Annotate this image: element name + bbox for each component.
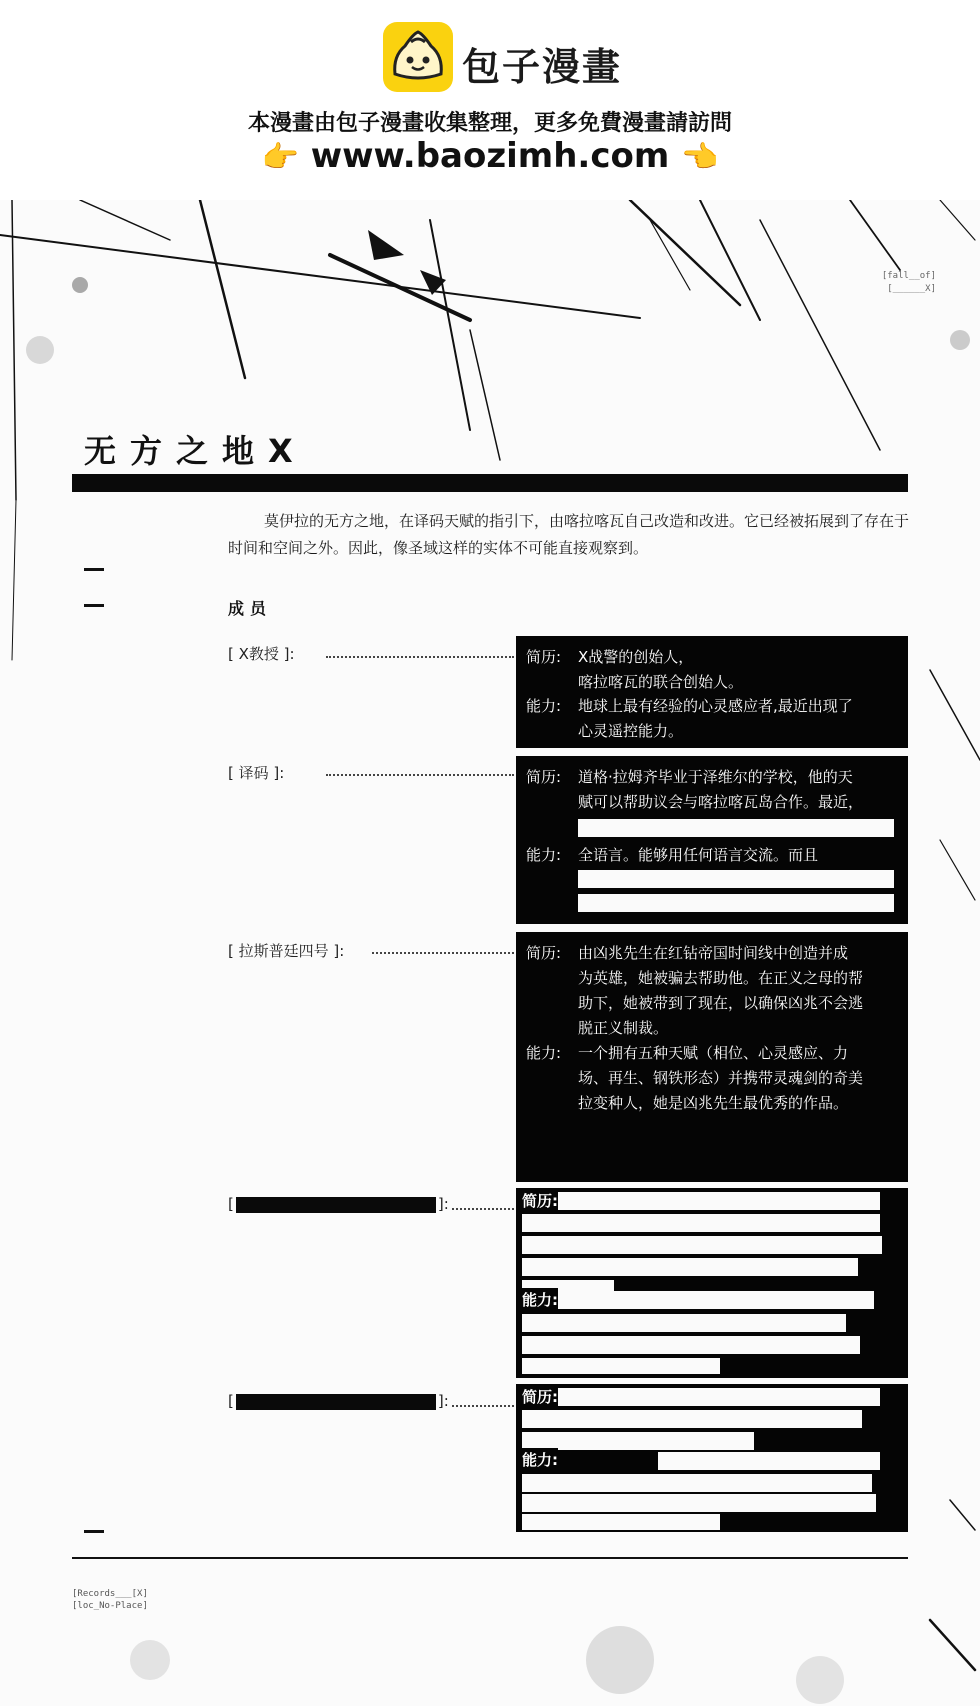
dotted-leader [372,952,514,954]
redaction-bar [578,870,894,888]
bun-mascot-icon[interactable] [383,22,453,92]
redaction-bar [522,1214,880,1232]
dash-mark [84,568,104,571]
dotted-leader [452,1405,514,1407]
redaction-bar [522,1410,862,1428]
redaction-bar [522,1514,720,1530]
redaction-bar [236,1197,436,1213]
pointing-left-icon: 👈 [681,140,719,175]
redaction-bar [578,894,894,912]
corner-tag: [fall__of] [______X] [881,271,936,294]
ability-line: 全语言。能够用任何语言交流。而且 [578,846,819,864]
bio-label: 简历: [526,768,562,786]
bio-label: 简历: [526,944,562,962]
dash-mark [84,604,104,607]
member-name-redacted: [ ]: [228,1195,449,1213]
bio-label: 简历: [522,1189,558,1214]
redaction-bar [558,1388,880,1406]
member-card [516,932,908,1182]
footer-tag: [Records___[X] [loc_No-Place] [72,1589,148,1611]
bio-label: 简历: [526,648,562,666]
bio-line: X战警的创始人， [578,648,694,666]
site-header [0,0,980,200]
member-card [516,1188,908,1378]
site-url[interactable]: www.baozimh.com [310,136,670,176]
bio-line: 助下，她被带到了现在，以确保凶兆不会逃 [578,994,864,1012]
site-url-line[interactable] [0,136,980,176]
bio-line: 由凶兆先生在红钻帝国时间线中创造并成 [578,944,849,962]
member-name: [ X教授 ]: [228,645,295,663]
intro-paragraph: 莫伊拉的无方之地，在译码天赋的指引下，由喀拉喀瓦自己改造和改进。它已经被拓展到了存在于时间和空间之外。因此，像圣域这样的实体不可能直接观察到。 [228,512,910,557]
dash-mark [84,1530,104,1533]
redaction-bar [236,1394,436,1410]
logo-name[interactable]: 包子漫畫 [462,45,623,89]
ability-label: 能力: [522,1288,558,1313]
ability-line: 地球上最有经验的心灵感应者,最近出现了 [578,697,853,715]
bio-line: 为英雄，她被骗去帮助他。在正义之母的帮 [578,969,864,987]
dotted-leader [326,774,514,776]
ability-label: 能力: [526,1044,562,1062]
member-card [516,1384,908,1532]
redaction-bar [522,1494,876,1512]
member-card [516,756,908,924]
ability-line: 一个拥有五种天赋（相位、心灵感应、力 [578,1044,849,1062]
redaction-bar [522,1236,882,1254]
bio-label: 简历: [522,1385,558,1410]
footer-rule [72,1557,908,1559]
redaction-bar [578,819,894,837]
page-title: 无方之地X [84,432,307,470]
section-label: 成员 [228,599,273,618]
document-page [0,200,980,1706]
ability-label: 能力: [526,846,562,864]
ability-label: 能力: [526,697,562,715]
redaction-bar [522,1336,860,1354]
bio-line: 道格·拉姆齐毕业于泽维尔的学校，他的天 [578,768,853,786]
member-card [516,636,908,748]
redaction-bar [558,1291,874,1309]
dotted-leader [452,1208,514,1210]
bio-line: 脱正义制裁。 [578,1019,669,1037]
redaction-bar [522,1474,872,1492]
redaction-bar [658,1452,880,1470]
bio-line: 赋可以帮助议会与喀拉喀瓦岛合作。最近， [578,793,864,811]
dotted-leader [326,656,514,658]
member-name: [ 拉斯普廷四号 ]: [228,942,345,960]
ability-label: 能力: [522,1448,558,1473]
ability-line: 场、再生、钢铁形态）并携带灵魂剑的奇美 [578,1069,864,1087]
member-name: [ 译码 ]: [228,764,285,782]
title-divider [72,474,908,492]
redaction-bar [522,1258,858,1276]
redaction-bar [522,1314,846,1332]
bio-line: 喀拉喀瓦的联合创始人。 [578,673,744,691]
redaction-bar [522,1358,720,1374]
ability-line: 拉变种人，她是凶兆先生最优秀的作品。 [578,1094,849,1112]
member-name-redacted: [ ]: [228,1392,449,1410]
pointing-right-icon: 👉 [261,140,299,175]
ability-line: 心灵遥控能力。 [578,722,684,740]
redaction-bar [558,1192,880,1210]
site-notice: 本漫畫由包子漫畫收集整理，更多免費漫畫請訪問 [247,111,732,136]
